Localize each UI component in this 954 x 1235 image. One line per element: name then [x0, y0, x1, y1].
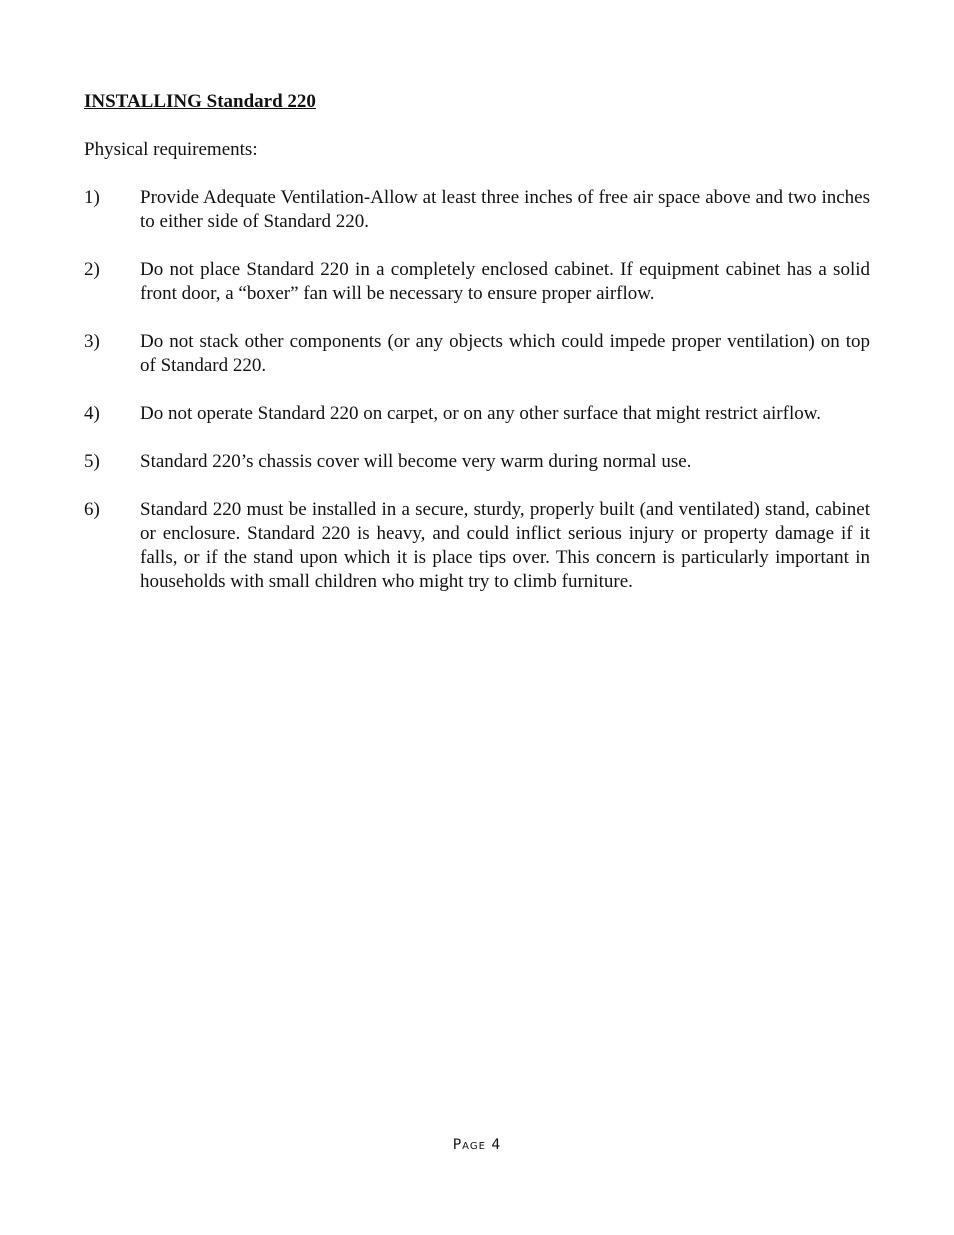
- intro-text: Physical requirements:: [84, 139, 258, 160]
- list-item-number: 4): [84, 403, 100, 424]
- list-item-text: Do not operate Standard 220 on carpet, or on any other surface that might restrict airflow.: [140, 403, 821, 424]
- list-item-text: Do not stack other components (or any objects which could impede proper ventilation) on top of Standard 220.: [140, 331, 870, 376]
- list-item-number: 2): [84, 259, 100, 280]
- page-number: Page 4: [452, 1137, 502, 1153]
- list-item: [84, 402, 870, 426]
- list-item: [84, 330, 870, 378]
- list-item: [84, 186, 870, 234]
- list-item: [84, 258, 870, 306]
- list-item-number: 5): [84, 451, 100, 472]
- list-item-number: 3): [84, 331, 100, 352]
- list-item-text: Do not place Standard 220 in a completely enclosed cabinet. If equipment cabinet has a solid front door, a “boxer” fan will be necessary to ensure proper airflow.: [140, 259, 870, 304]
- list-item: [84, 450, 870, 474]
- requirements-list: [84, 186, 870, 618]
- section-heading: INSTALLING Standard 220: [84, 91, 316, 112]
- list-item-text: Provide Adequate Ventilation-Allow at least three inches of free air space above and two inches to either side of Standard 220.: [140, 187, 870, 232]
- list-item: [84, 498, 870, 594]
- list-item-text: Standard 220 must be installed in a secure, sturdy, properly built (and ventilated) stand, cabinet or enclosure. Standard 220 is heavy, and could inflict serious injury or property damage if it falls, or if the stand upon which it is place tips over. This concern is particularly important in households with small children who might try to climb furniture.: [140, 499, 870, 592]
- list-item-text: Standard 220’s chassis cover will become very warm during normal use.: [140, 451, 692, 472]
- list-item-number: 6): [84, 499, 100, 520]
- list-item-number: 1): [84, 187, 100, 208]
